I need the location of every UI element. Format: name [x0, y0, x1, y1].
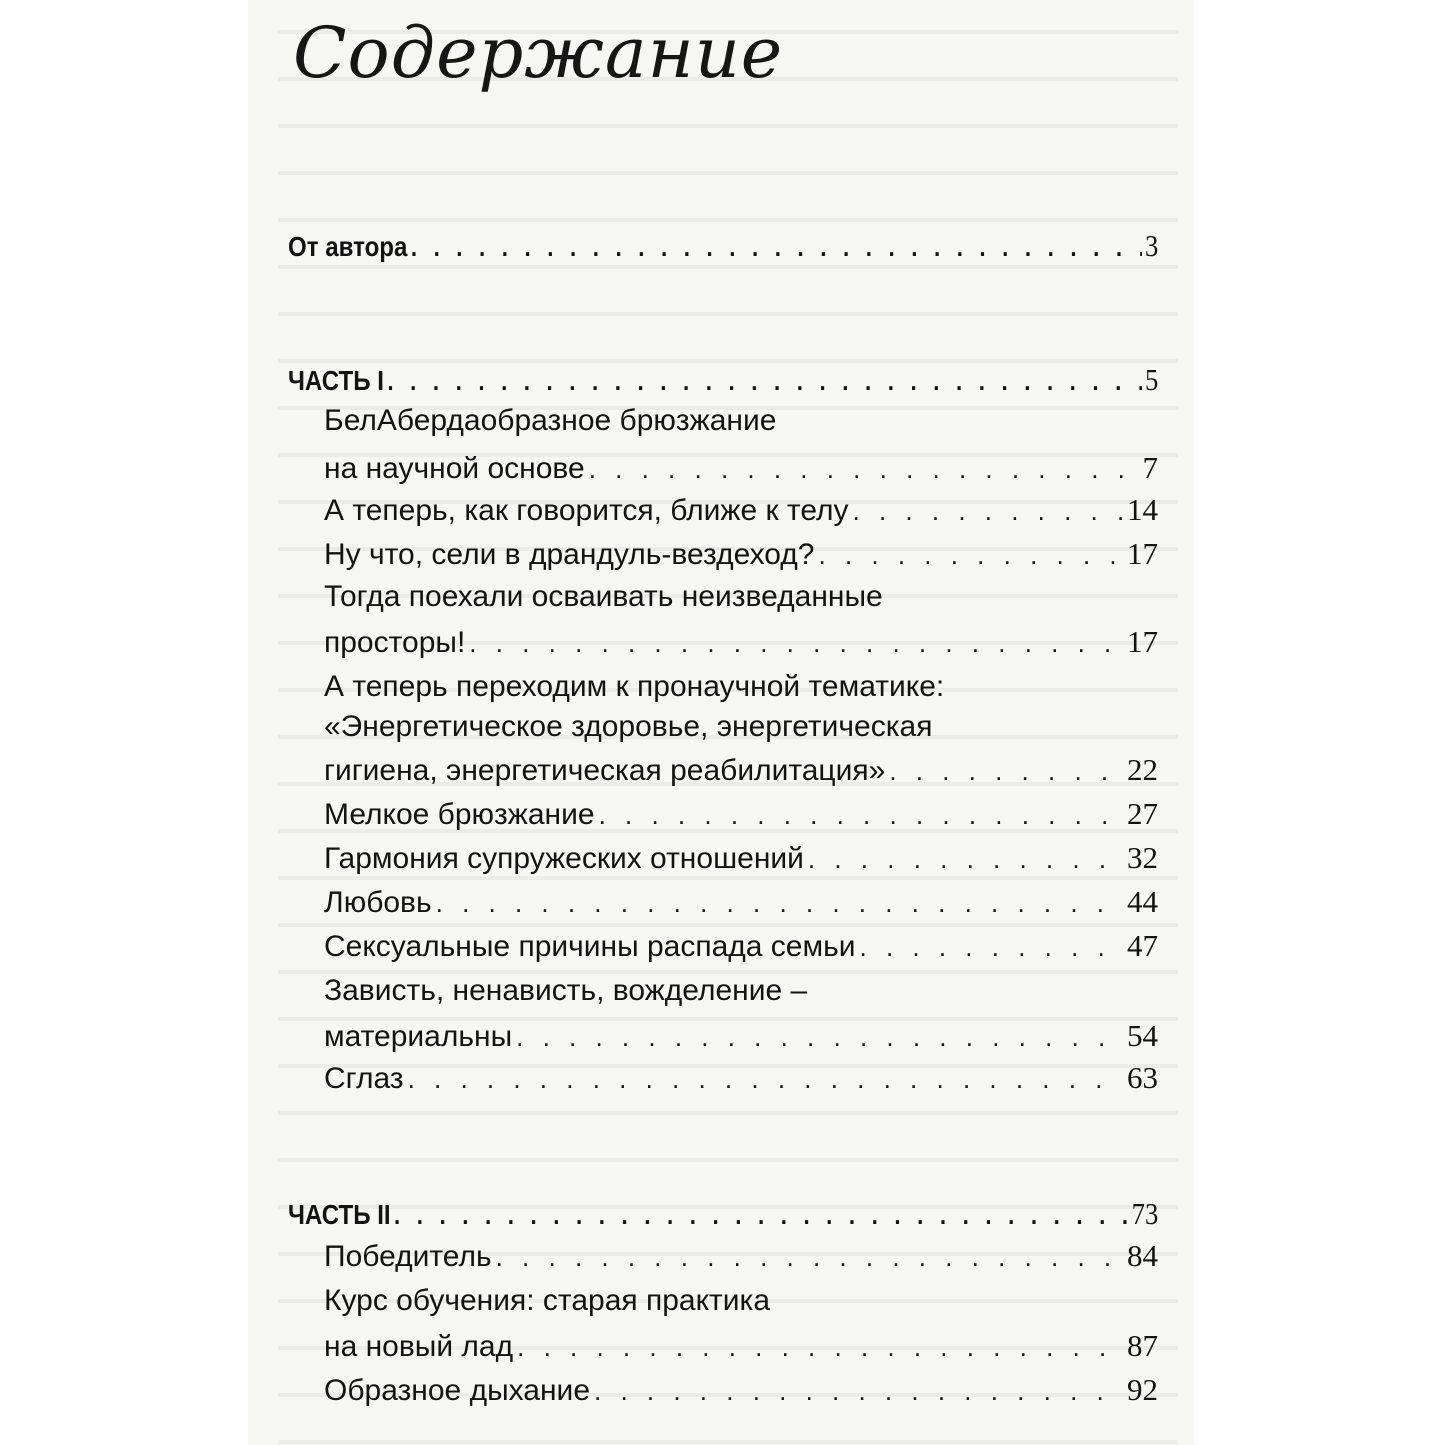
toc-entry[interactable]	[324, 884, 1158, 920]
toc-page-number: 84	[1127, 1238, 1158, 1273]
toc-page-number: 14	[1127, 492, 1158, 527]
toc-entry[interactable]	[324, 928, 1158, 964]
dot-leader	[436, 888, 1123, 919]
toc-entry-label: А теперь переходим к пронаучной тематике:	[324, 670, 945, 703]
dot-leader	[589, 454, 1139, 485]
table-of-contents	[248, 0, 1194, 1445]
page-title: Содержание	[293, 12, 784, 94]
toc-entry[interactable]	[324, 450, 1158, 486]
toc-entry-label: просторы!	[324, 626, 466, 659]
toc-entry-label: «Энергетическое здоровье, энергетическая	[324, 710, 933, 743]
dot-leader	[469, 628, 1123, 659]
toc-entry-author[interactable]	[288, 228, 1158, 264]
toc-page-number: 27	[1127, 796, 1158, 831]
toc-entry-label: Любовь	[324, 886, 432, 919]
toc-entry-label: А теперь, как говорится, ближе к телу	[324, 494, 849, 527]
toc-page-number: 3	[1144, 228, 1159, 263]
dot-leader	[517, 1332, 1123, 1363]
toc-page-number: 5	[1144, 362, 1159, 397]
toc-page-number: 92	[1127, 1372, 1158, 1407]
dot-leader	[516, 1022, 1123, 1053]
dot-leader	[860, 932, 1123, 963]
toc-entry-label: Сексуальные причины распада семьи	[324, 930, 856, 963]
toc-entry[interactable]	[324, 840, 1158, 876]
toc-entry[interactable]	[324, 710, 1158, 744]
toc-entry[interactable]	[324, 1018, 1158, 1054]
toc-entry[interactable]	[324, 1284, 1158, 1318]
toc-entry-label: Курс обучения: старая практика	[324, 1284, 771, 1317]
dot-leader	[394, 1200, 1128, 1231]
toc-entry-label: материальны	[324, 1020, 513, 1053]
dot-leader	[853, 496, 1123, 527]
toc-entry[interactable]	[324, 580, 1158, 614]
toc-entry[interactable]	[324, 1372, 1158, 1408]
toc-entry-label: БелАбердаобразное брюзжание	[324, 404, 777, 437]
toc-page-number: 87	[1127, 1328, 1158, 1363]
toc-entry-label: ЧАСТЬ I	[288, 365, 384, 396]
dot-leader	[411, 232, 1142, 263]
dot-leader	[594, 1376, 1123, 1407]
toc-entry-label: Гармония супружеских отношений	[324, 842, 804, 875]
toc-entry-label: От автора	[288, 231, 408, 262]
toc-entry-label: Победитель	[324, 1240, 492, 1273]
toc-entry-label: Тогда поехали осваивать неизведанные	[324, 580, 883, 613]
toc-entry[interactable]	[324, 404, 1158, 438]
toc-entry[interactable]	[324, 492, 1158, 528]
toc-page-number: 54	[1127, 1018, 1158, 1053]
dot-leader	[496, 1242, 1123, 1273]
toc-entry[interactable]	[324, 752, 1158, 788]
toc-entry[interactable]	[324, 1060, 1158, 1096]
toc-entry[interactable]	[324, 670, 1158, 704]
dot-leader	[599, 800, 1123, 831]
toc-entry[interactable]	[324, 1328, 1158, 1364]
toc-page-number: 44	[1127, 884, 1158, 919]
toc-page-number: 32	[1127, 840, 1158, 875]
toc-entry-label: гигиена, энергетическая реабилитация»	[324, 754, 886, 787]
toc-page-number: 17	[1127, 624, 1158, 659]
toc-entry[interactable]	[324, 974, 1158, 1008]
toc-page-number: 47	[1127, 928, 1158, 963]
toc-page-number: 17	[1127, 536, 1158, 571]
toc-entry-label: Зависть, ненависть, вожделение –	[324, 974, 808, 1007]
toc-entry[interactable]	[324, 536, 1158, 572]
toc-entry[interactable]	[324, 624, 1158, 660]
toc-entry-part-2[interactable]	[288, 1196, 1158, 1232]
toc-entry-label: Образное дыхание	[324, 1374, 591, 1407]
dot-leader	[408, 1064, 1123, 1095]
toc-entry-label: Ну что, сели в драндуль-вездеход?	[324, 538, 815, 571]
toc-page-number: 7	[1142, 450, 1158, 485]
toc-entry[interactable]	[324, 796, 1158, 832]
toc-page-number: 73	[1131, 1196, 1159, 1231]
toc-page-number: 63	[1127, 1060, 1158, 1095]
toc-entry-label: Мелкое брюзжание	[324, 798, 595, 831]
dot-leader	[819, 540, 1124, 571]
toc-entry-label: на научной основе	[324, 452, 585, 485]
toc-entry-label: на новый лад	[324, 1330, 514, 1363]
dot-leader	[889, 756, 1123, 787]
toc-page-number: 22	[1127, 752, 1158, 787]
book-page	[248, 0, 1194, 1445]
toc-entry-label: ЧАСТЬ II	[288, 1199, 391, 1230]
toc-entry-part-1[interactable]	[288, 362, 1158, 398]
dot-leader	[808, 844, 1123, 875]
toc-entry[interactable]	[324, 1238, 1158, 1274]
dot-leader	[387, 366, 1141, 397]
toc-entry-label: Сглаз	[324, 1062, 404, 1095]
